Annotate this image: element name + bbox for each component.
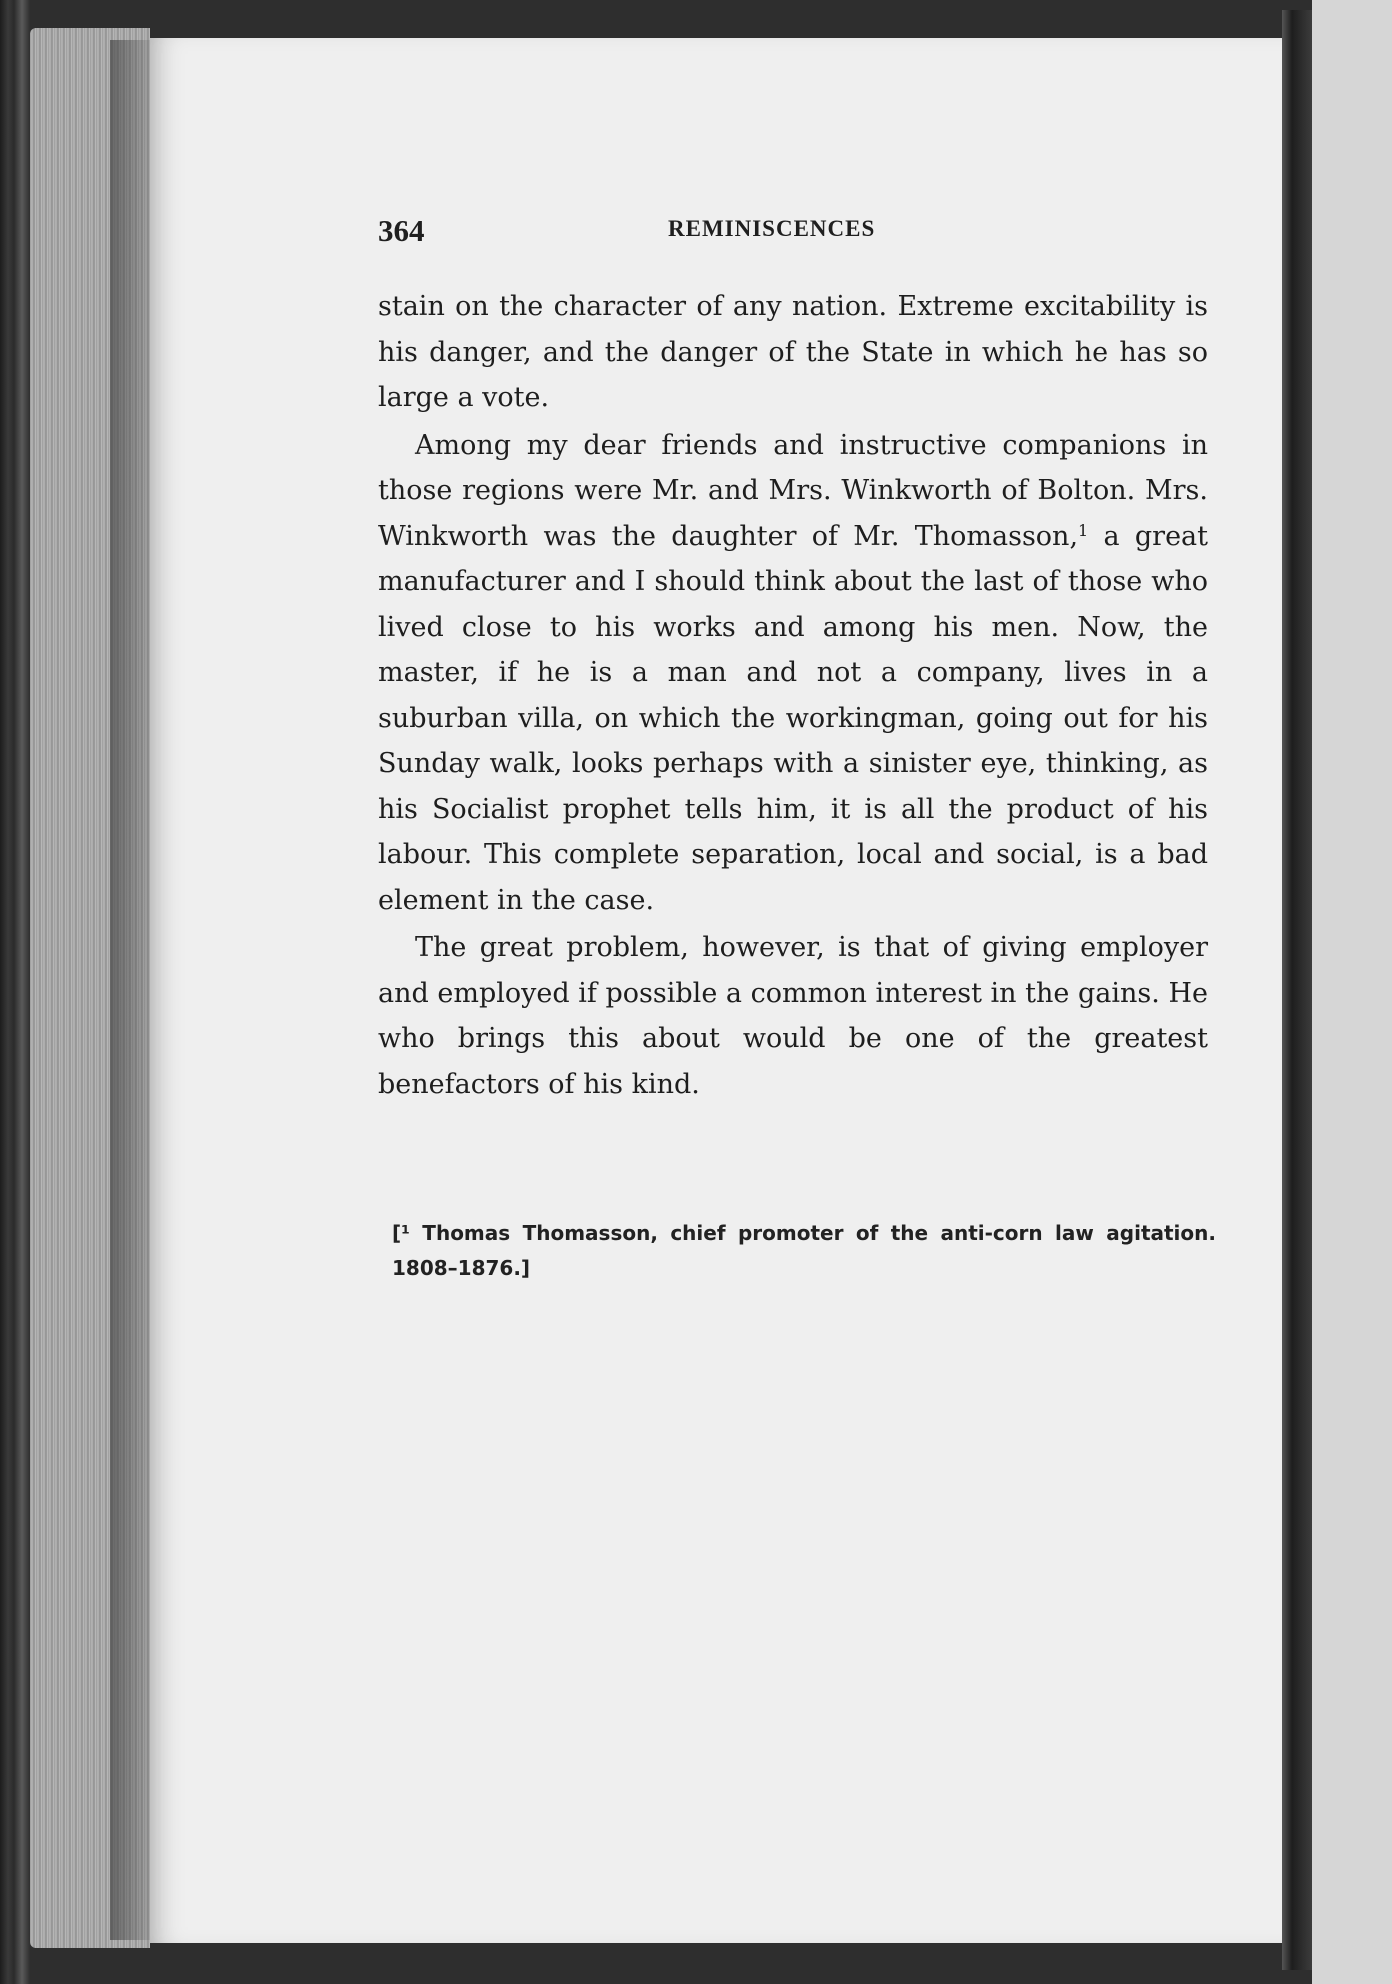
paragraph: stain on the character of any nation. Extreme excitability is his danger, and the danger of the State in which he has so large a vote. (378, 291, 1208, 413)
body-text (378, 284, 1208, 1107)
paragraph-text-continued: a great manufacturer and I should think about the last of those who lived close to his works and among his men. Now, the master, if he is a man and not a company, lives in a suburban villa, on which the workingman, going out for his Sunday walk, looks perhaps with a sinister eye, thinking, as his Socialist prophet tells him, it is all the product of his labour. This complete separation, local and social, is a bad element in the case. (378, 520, 1208, 916)
paragraph-text: Among my dear friends and instructive companions in those regions were Mr. and Mrs. Winkworth of Bolton. Mrs. Winkworth was the daughter of Mr. Thomasson, (378, 429, 1208, 552)
page-number: 364 (378, 213, 425, 248)
adjacent-page (1312, 0, 1392, 1984)
footnote: [¹ Thomas Thomasson, chief promoter of the anti-corn law agitation. 1808–1876.] (392, 1221, 1216, 1280)
running-title: REMINISCENCES (668, 216, 876, 241)
footnote-reference: 1 (1078, 520, 1089, 540)
paragraph (378, 423, 1208, 924)
running-head (378, 213, 918, 253)
paragraph: The great problem, however, is that of giving employer and employed if possible a common interest in the gains. He who brings this about would be one of the greatest benefactors of his kind. (378, 932, 1208, 1100)
book-binding (1282, 10, 1312, 1970)
